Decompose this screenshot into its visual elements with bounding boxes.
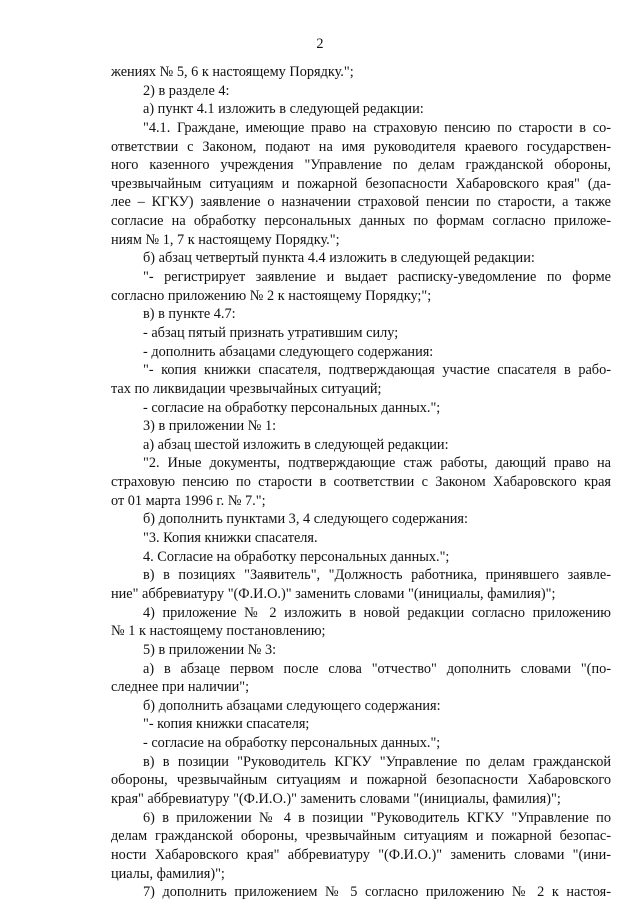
text-line: от 01 марта 1996 г. № 7."; xyxy=(111,492,266,509)
text-line: - абзац пятый признать утратившим силу; xyxy=(143,324,399,341)
text-line: б) дополнить абзацами следующего содержания: xyxy=(143,697,441,714)
text-line: ответствии с Законом, подают на имя руководителя краевого государствен- xyxy=(111,138,611,155)
page-number: 2 xyxy=(316,36,324,52)
text-line: края" аббревиатуру "(Ф.И.О.)" заменить словами "(инициалы, фамилия)"; xyxy=(111,790,561,807)
text-line: обороны, чрезвычайным ситуациям и пожарной безопасности Хабаровского xyxy=(111,772,611,789)
text-line: лее – КГКУ) заявление о назначении страховой пенсии по старости, а также xyxy=(111,194,611,211)
text-line: ние" аббревиатуру "(Ф.И.О.)" заменить словами "(инициалы, фамилия)"; xyxy=(111,585,556,602)
document-body xyxy=(111,63,611,902)
text-line: страховую пенсию по старости в соответствии с Законом Хабаровского края xyxy=(111,474,611,491)
text-line: б) абзац четвертый пункта 4.4 изложить в следующей редакции: xyxy=(143,250,535,267)
text-line: ности Хабаровского края" аббревиатуру "(Ф.И.О.)" заменить словами "(ини- xyxy=(111,846,611,863)
text-line: циалы, фамилия)"; xyxy=(111,865,225,882)
text-line: в) в позиции "Руководитель КГКУ "Управление по делам гражданской xyxy=(143,753,611,770)
text-line: 4. Согласие на обработку персональных данных."; xyxy=(143,548,450,565)
text-line: "4.1. Граждане, имеющие право на страховую пенсию по старости в со- xyxy=(143,119,611,136)
text-line: 5) в приложении № 3: xyxy=(143,641,277,658)
text-line: б) дополнить пунктами 3, 4 следующего содержания: xyxy=(143,511,468,528)
text-line: "- копия книжки спасателя, подтверждающая участие спасателя в рабо- xyxy=(143,362,611,379)
text-line: 3) в приложении № 1: xyxy=(143,418,277,435)
text-line: следнее при наличии"; xyxy=(111,679,250,696)
text-line: 2) в разделе 4: xyxy=(143,82,230,99)
text-line: "- регистрирует заявление и выдает расписку-уведомление по форме xyxy=(143,269,611,286)
text-line: а) абзац шестой изложить в следующей редакции: xyxy=(143,436,449,453)
text-line: "2. Иные документы, подтверждающие стаж работы, дающий право на xyxy=(143,455,611,472)
text-line: ниям № 1, 7 к настоящему Порядку."; xyxy=(111,231,340,248)
text-line: 7) дополнить приложением № 5 согласно приложению № 2 к настоя- xyxy=(143,884,611,901)
text-line: "- копия книжки спасателя; xyxy=(143,716,310,733)
text-line: жениях № 5, 6 к настоящему Порядку."; xyxy=(111,64,354,80)
text-line: - дополнить абзацами следующего содержания: xyxy=(143,343,434,360)
text-line: согласие на обработку персональных данных по формам согласно приложе- xyxy=(111,213,611,230)
text-line: тах по ликвидации чрезвычайных ситуаций; xyxy=(111,380,382,397)
text-line: а) пункт 4.1 изложить в следующей редакции: xyxy=(143,101,424,118)
text-line: а) в абзаце первом после слова "отчество" дополнить словами "(по- xyxy=(143,660,611,677)
text-line: - согласие на обработку персональных данных."; xyxy=(143,399,441,416)
text-line: в) в позициях "Заявитель", "Должность работника, принявшего заявле- xyxy=(143,567,611,584)
text-line: - согласие на обработку персональных данных."; xyxy=(143,735,441,752)
text-line: "3. Копия книжки спасателя. xyxy=(143,530,318,547)
text-line: ного казенного учреждения "Управление по делам гражданской обороны, xyxy=(111,157,611,174)
text-line: 4) приложение № 2 изложить в новой редакции согласно приложению xyxy=(143,604,611,621)
text-line: делам гражданской обороны, чрезвычайным ситуациям и пожарной безопас- xyxy=(111,828,611,845)
text-line: в) в пункте 4.7: xyxy=(143,306,236,323)
text-line: № 1 к настоящему постановлению; xyxy=(111,623,326,640)
text-line: согласно приложению № 2 к настоящему Порядку;"; xyxy=(111,287,432,304)
text-line: чрезвычайным ситуациям и пожарной безопасности Хабаровского края" (да- xyxy=(111,175,611,192)
text-line: 6) в приложении № 4 в позиции "Руководитель КГКУ "Управление по xyxy=(143,809,611,826)
